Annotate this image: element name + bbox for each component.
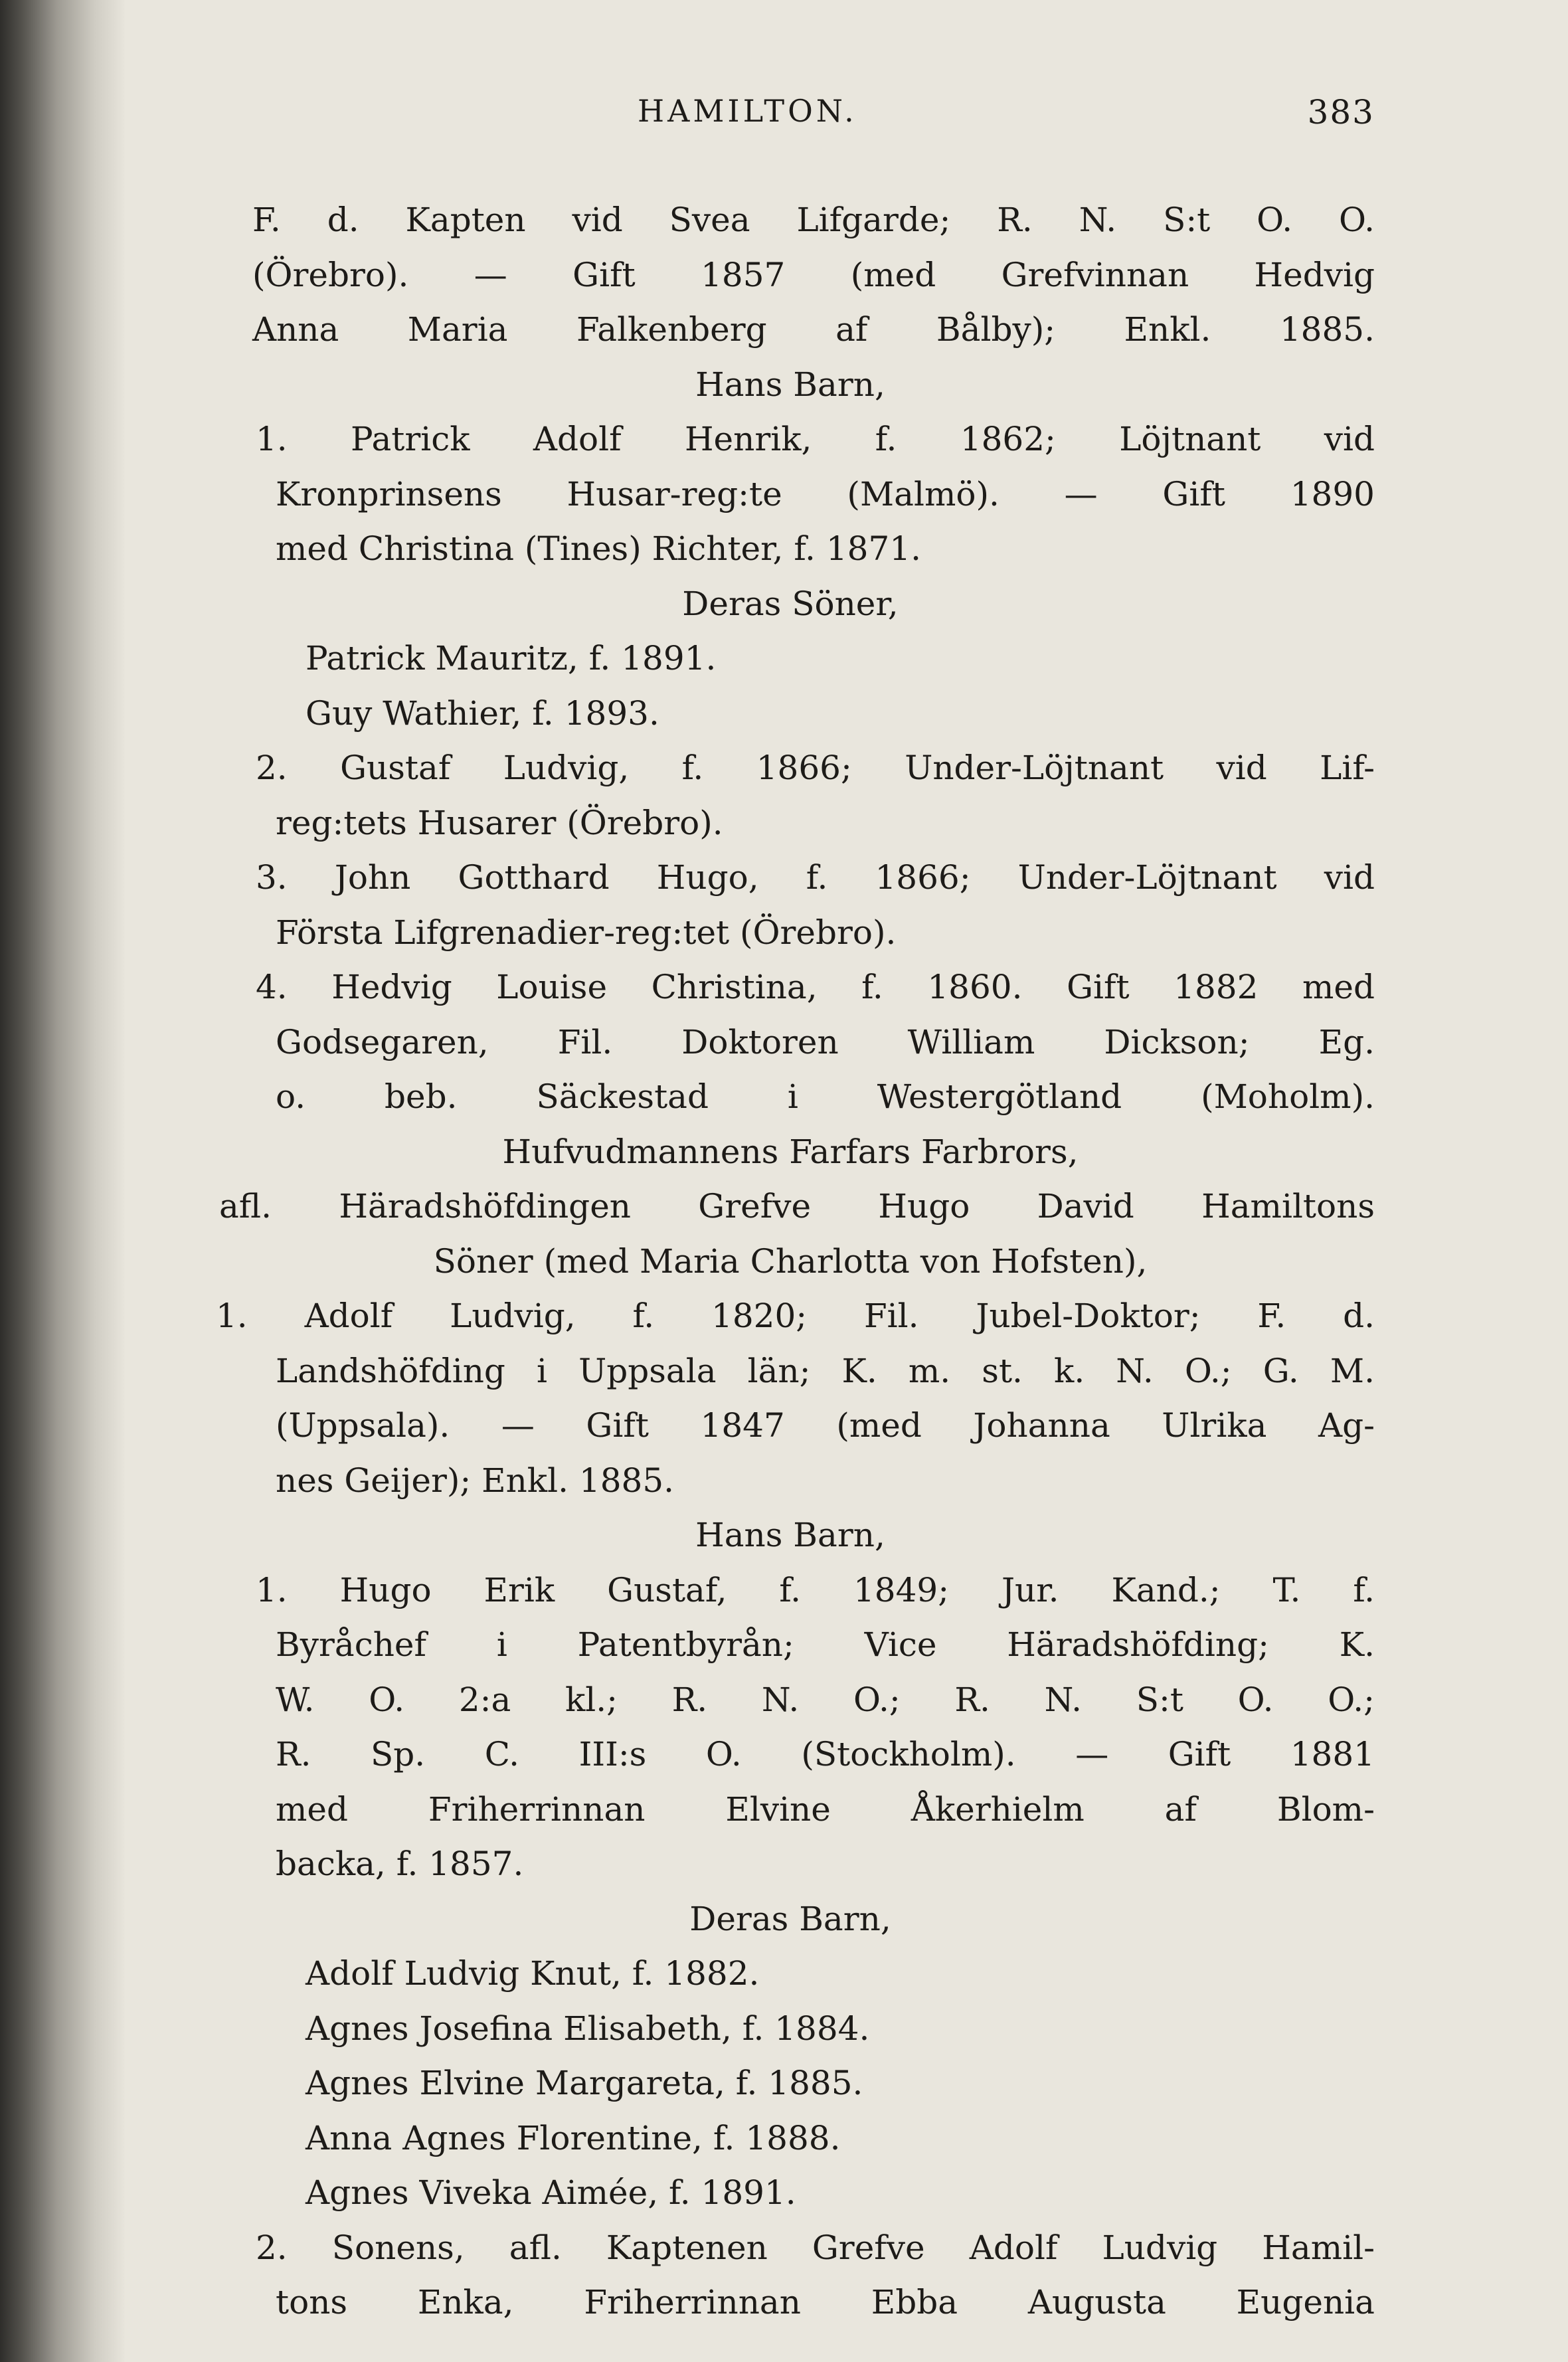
- text-line: med Friherrinnan Elvine Åkerhielm af Blom-: [276, 1789, 1375, 1829]
- text-line: Godsegaren, Fil. Doktoren William Dickson; Eg.: [276, 1022, 1375, 1061]
- text-line: Agnes Josefina Elisabeth, f. 1884.: [305, 2009, 870, 2048]
- book-binding-shadow: [0, 0, 126, 2362]
- text-line: Byråchef i Patentbyrån; Vice Häradshöfding; K.: [276, 1625, 1375, 1664]
- section-heading: Söner (med Maria Charlotta von Hofsten),: [433, 1241, 1148, 1281]
- text-line: (Uppsala). — Gift 1847 (med Johanna Ulrika Ag-: [276, 1406, 1375, 1445]
- text-line: reg:tets Husarer (Örebro).: [276, 803, 723, 842]
- text-line: Adolf Ludvig Knut, f. 1882.: [305, 1954, 760, 1993]
- text-line: Agnes Viveka Aimée, f. 1891.: [305, 2173, 796, 2212]
- text-line: Anna Maria Falkenberg af Bålby); Enkl. 1885.: [252, 310, 1375, 349]
- section-heading: Hans Barn,: [695, 1516, 885, 1554]
- book-page: [206, 0, 1375, 2362]
- text-line: Guy Wathier, f. 1893.: [305, 693, 659, 733]
- text-line: R. Sp. C. III:s O. (Stockholm). — Gift 1881: [276, 1735, 1375, 1773]
- text-line: 1. Patrick Adolf Henrik, f. 1862; Löjtnant vid: [256, 420, 1375, 458]
- text-line: 3. John Gotthard Hugo, f. 1866; Under-Löjtnant vid: [256, 858, 1375, 897]
- text-line: 2. Gustaf Ludvig, f. 1866; Under-Löjtnant vid Lif-: [256, 749, 1375, 787]
- page-number: 383: [1307, 93, 1375, 132]
- text-line: (Örebro). — Gift 1857 (med Grefvinnan Hedvig: [252, 255, 1375, 294]
- section-heading: Deras Barn,: [689, 1899, 891, 1938]
- text-line: Anna Agnes Florentine, f. 1888.: [305, 2118, 841, 2157]
- text-line: o. beb. Säckestad i Westergötland (Moholm).: [276, 1077, 1375, 1116]
- section-heading: Deras Söner,: [682, 584, 899, 623]
- text-line: F. d. Kapten vid Svea Lifgarde; R. N. S:t O. O.: [252, 201, 1375, 239]
- section-heading: Hans Barn,: [695, 365, 885, 404]
- text-line: backa, f. 1857.: [276, 1845, 524, 1883]
- text-line: nes Geijer); Enkl. 1885.: [276, 1461, 675, 1500]
- text-line: 1. Adolf Ludvig, f. 1820; Fil. Jubel-Doktor; F. d.: [216, 1297, 1375, 1335]
- text-line: Patrick Mauritz, f. 1891.: [305, 639, 717, 678]
- text-line: Första Lifgrenadier-reg:tet (Örebro).: [276, 913, 897, 952]
- text-line: afl. Häradshöfdingen Grefve Hugo David Hamiltons: [219, 1187, 1375, 1226]
- text-line: Landshöfding i Uppsala län; K. m. st. k. N. O.; G. M.: [276, 1351, 1375, 1390]
- text-line: 1. Hugo Erik Gustaf, f. 1849; Jur. Kand.; T. f.: [256, 1570, 1375, 1609]
- text-line: Agnes Elvine Margareta, f. 1885.: [305, 2064, 863, 2102]
- text-line: W. O. 2:a kl.; R. N. O.; R. N. S:t O. O.;: [276, 1680, 1375, 1719]
- text-line: Kronprinsens Husar-reg:te (Malmö). — Gift 1890: [276, 474, 1375, 513]
- text-line: tons Enka, Friherrinnan Ebba Augusta Eugenia: [276, 2283, 1375, 2321]
- section-heading: Hufvudmannens Farfars Farbrors,: [502, 1132, 1079, 1171]
- page-header: [206, 93, 1375, 146]
- text-line: med Christina (Tines) Richter, f. 1871.: [276, 529, 921, 568]
- running-title: HAMILTON.: [638, 93, 857, 129]
- text-line: 4. Hedvig Louise Christina, f. 1860. Gift 1882 med: [256, 968, 1375, 1006]
- text-line: 2. Sonens, afl. Kaptenen Grefve Adolf Ludvig Hamil-: [256, 2228, 1375, 2267]
- genealogy-text: [206, 193, 1375, 2330]
